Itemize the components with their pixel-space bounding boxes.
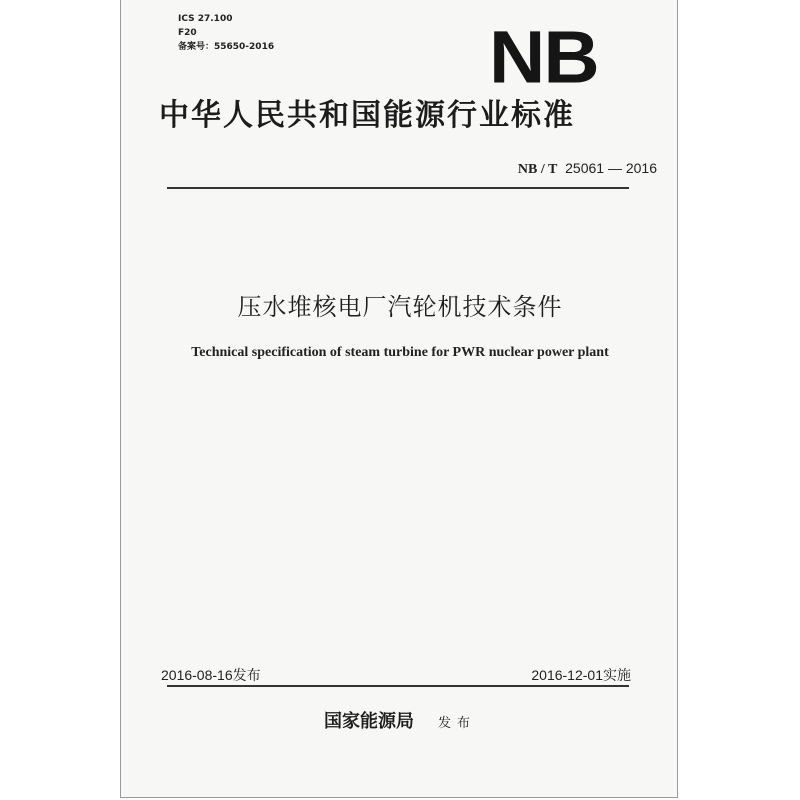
standard-cover xyxy=(120,0,678,798)
bottom-divider xyxy=(167,685,629,687)
effective-date: 2016-12-01实施 xyxy=(531,667,631,683)
ics-code: ICS 27.100 xyxy=(178,14,233,24)
standard-number-value: 25061 — 2016 xyxy=(565,160,657,176)
category-code: F20 xyxy=(178,28,197,38)
standard-number xyxy=(447,160,657,178)
top-divider xyxy=(167,187,629,189)
publisher xyxy=(121,707,679,733)
standard-number-prefix: NB / T xyxy=(517,162,558,177)
classification-codes xyxy=(178,12,274,54)
filing-number: 备案号：55650-2016 xyxy=(178,42,275,52)
issue-date: 2016-08-16发布 xyxy=(161,667,261,683)
publisher-verb: 发布 xyxy=(437,716,476,731)
publisher-org: 国家能源局 xyxy=(323,711,414,732)
standard-category-title: 中华人民共和国能源行业标准 xyxy=(159,98,575,133)
nb-logo: NB xyxy=(489,15,598,99)
document-title-chinese: 压水堆核电厂汽轮机技术条件 xyxy=(237,293,563,321)
document-title-english: Technical specification of steam turbine for PWR nuclear power plant xyxy=(191,345,609,360)
